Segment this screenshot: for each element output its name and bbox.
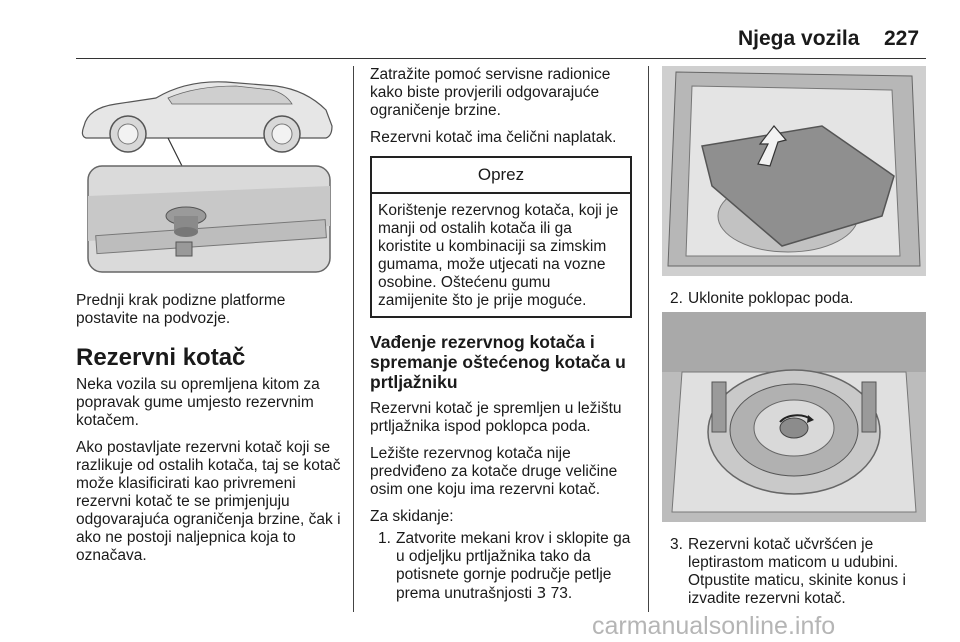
steps-list xyxy=(370,530,632,603)
list-item xyxy=(662,290,932,308)
page-number: 227 xyxy=(884,27,920,50)
step-text: Rezervni kotač učvršćen je leptirastom maticom u udubini. Otpustite maticu, skinite konus i izvadite rezervni kotač. xyxy=(688,536,906,607)
list-item xyxy=(370,530,632,603)
caution-box xyxy=(370,156,632,318)
section-heading-spare-wheel: Rezervni kotač xyxy=(76,344,246,371)
step-number: 2. xyxy=(670,290,683,307)
step-text: Uklonite poklopac poda. xyxy=(688,290,854,307)
step-number: 3. xyxy=(670,536,683,553)
step-text: Zatvorite mekani krov i sklopite ga u odjeljku prtljažnika tako da potisnete gornje područje petlje prema unutrašnjosti xyxy=(396,530,631,602)
trunk-floor-cover-illustration xyxy=(662,66,926,276)
caution-body: Korištenje rezervnog kotača, koji je manji od ostalih kotača ili ga koristite u kombinaciji sa zimskim gumama, može utjecati na vozne osobine. Oštećenu gumu zamijenite što je prije moguće. xyxy=(378,202,619,309)
paragraph: Za skidanje: xyxy=(370,508,454,525)
middle-column xyxy=(370,66,632,607)
paragraph: Neka vozila su opremljena kitom za popravak gume umjesto rezervnim kotačem. xyxy=(76,376,320,429)
right-column-step3 xyxy=(662,536,932,612)
list-item xyxy=(662,536,932,608)
page-header xyxy=(0,0,960,56)
page-title: Njega vozila xyxy=(738,27,860,50)
caution-title: Oprez xyxy=(372,158,630,194)
car-lift-illustration xyxy=(76,66,340,274)
left-column xyxy=(76,292,346,574)
steps-list xyxy=(662,290,932,308)
spare-wheel-illustration xyxy=(662,312,926,522)
column-divider-right xyxy=(648,66,649,612)
paragraph: Ako postavljate rezervni kotač koji se razlikuje od ostalih kotača, taj se kotač može klasificirati kao privremeni rezervni kotač te se primjenjuju odgovarajuća ograničenja brzine, čak i ako ne postoji naljepnica koja to označava. xyxy=(76,439,341,564)
watermark: carmanualsonline.info xyxy=(592,612,836,640)
steps-list xyxy=(662,536,932,608)
paragraph: Ležište rezervnog kotača nije predviđeno za kotače druge veličine osim one koju ima rezervni kotač. xyxy=(370,445,618,498)
paragraph: Rezervni kotač ima čelični naplatak. xyxy=(370,129,617,146)
subsection-heading: Vađenje rezervnog kotača i spremanje oštećenog kotača u prtljažniku xyxy=(370,332,626,392)
page-reference-icon: 3 xyxy=(536,584,547,602)
image-caption: Prednji krak podizne platforme postavite na podvozje. xyxy=(76,292,286,327)
step-number: 1. xyxy=(378,530,391,547)
paragraph: Rezervni kotač je spremljen u ležištu prtljažnika ispod poklopca poda. xyxy=(370,400,622,435)
right-column-step2 xyxy=(662,290,932,312)
column-divider-left xyxy=(353,66,354,612)
header-rule xyxy=(76,58,926,59)
page-reference: 73. xyxy=(550,585,573,602)
paragraph: Zatražite pomoć servisne radionice kako biste provjerili odgovarajuće ograničenje brzine. xyxy=(370,66,611,119)
